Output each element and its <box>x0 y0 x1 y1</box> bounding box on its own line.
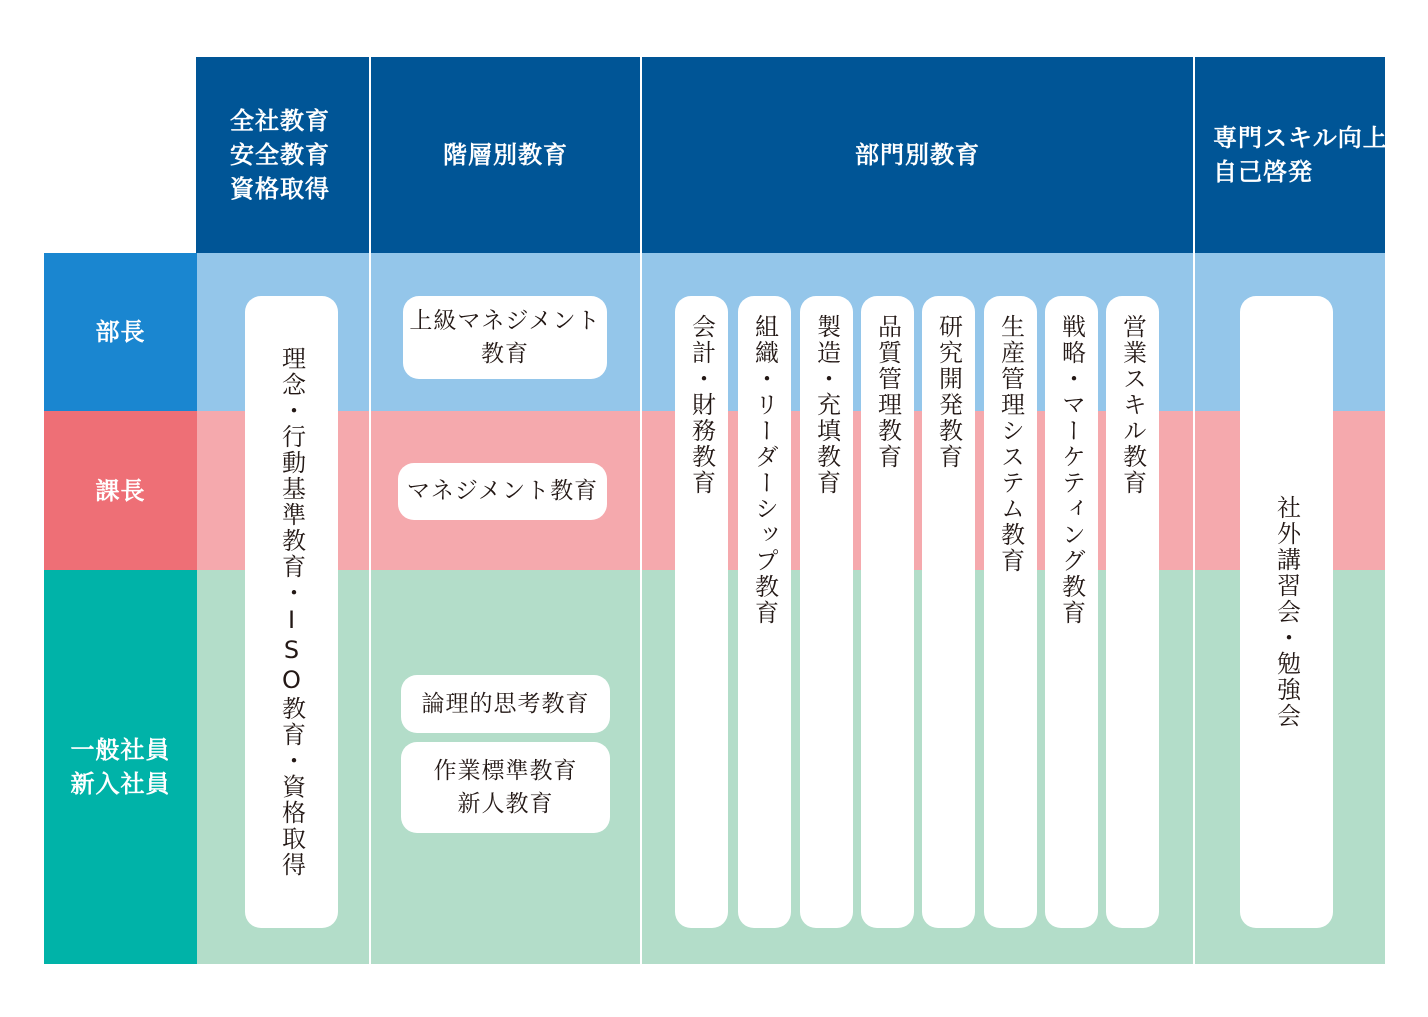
band-ippan <box>197 570 1385 964</box>
card-production-system: 生産管理システム教育 <box>984 296 1037 928</box>
card-philosophy-education: 理念・行動基準教育・ISO教育・資格取得 <box>245 296 338 928</box>
header-skill-improvement: 専門スキル向上 自己啓発 <box>1195 57 1385 253</box>
header-department-education: 部門別教育 <box>642 57 1193 253</box>
row-label-bucho: 部長 <box>44 253 197 411</box>
card-logical-thinking: 論理的思考教育 <box>401 675 610 733</box>
card-external-seminars: 社外講習会・勉強会 <box>1240 296 1333 928</box>
band-kacho <box>197 411 1385 570</box>
row-label-ippan: 一般社員 新入社員 <box>44 570 197 964</box>
card-research: 研究開発教育 <box>922 296 975 928</box>
card-management: マネジメント教育 <box>398 463 607 520</box>
card-work-standard: 作業標準教育 新人教育 <box>401 742 610 833</box>
header-hierarchy-education: 階層別教育 <box>371 57 640 253</box>
card-leadership: 組織・リーダーシップ教育 <box>738 296 791 928</box>
band-bucho <box>197 253 1385 411</box>
card-sales-skills: 営業スキル教育 <box>1106 296 1159 928</box>
card-senior-management: 上級マネジメント 教育 <box>403 296 607 379</box>
card-accounting: 会計・財務教育 <box>675 296 728 928</box>
card-quality: 品質管理教育 <box>861 296 914 928</box>
card-marketing: 戦略・マーケティング教育 <box>1045 296 1098 928</box>
card-manufacturing: 製造・充填教育 <box>800 296 853 928</box>
header-company-education: 全社教育 安全教育 資格取得 <box>196 57 369 253</box>
row-label-kacho: 課長 <box>44 411 197 570</box>
